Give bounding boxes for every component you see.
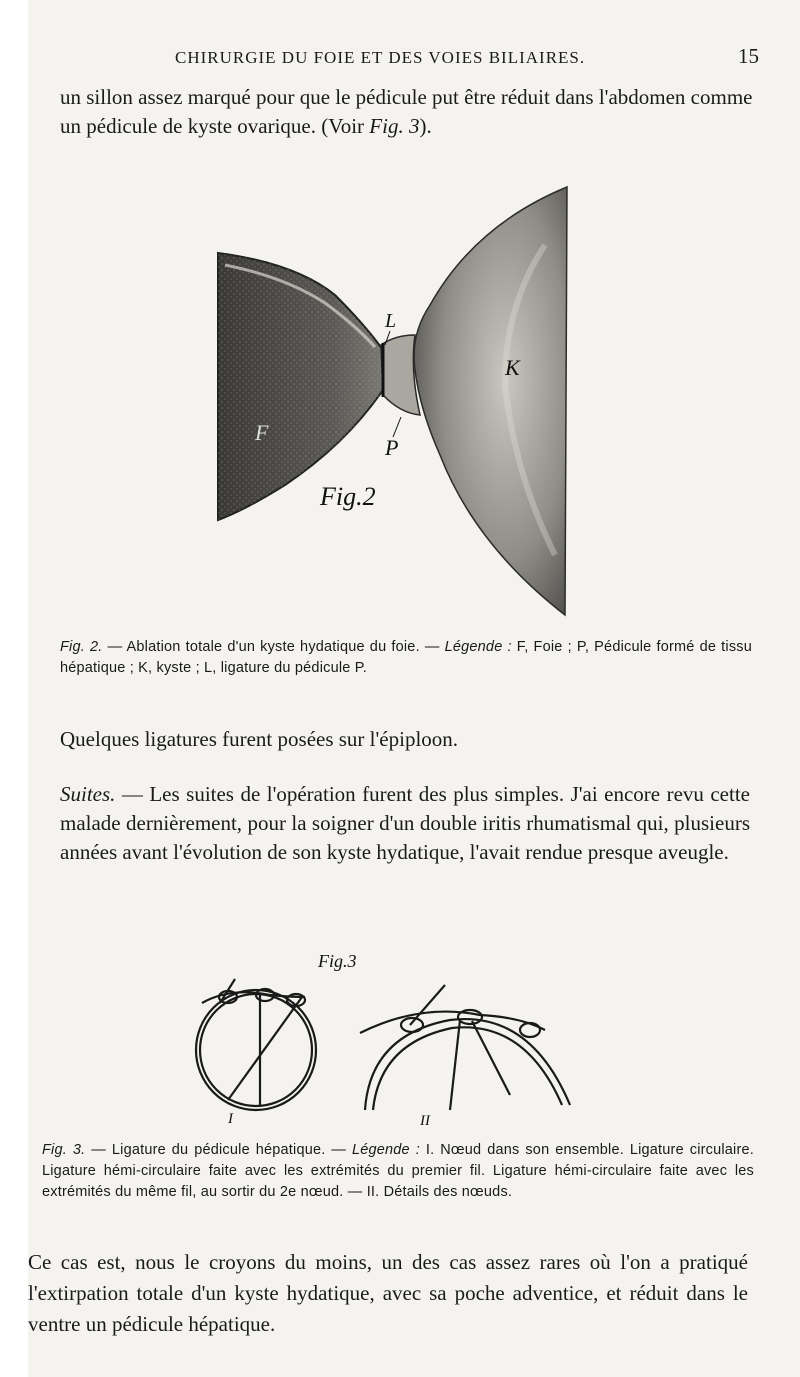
paragraph-text: un sillon assez marqué pour que le pédicule put être réduit dans l'abdomen comme un pédicule de kyste ovarique. (Voir (60, 85, 753, 138)
paragraph-text: — Les suites de l'opération furent des plus simples. J'ai encore revu cette malade dernièrement, pour la soigner d'un double iritis rhumatismal qui, plusieurs années avant l'évolution de son kyste hydatique, l'avait rendue presque aveugle. (60, 782, 750, 864)
running-title: CHIRURGIE DU FOIE ET DES VOIES BILIAIRES. (175, 48, 586, 67)
figure-2-letter-f: F (255, 420, 269, 445)
caption-legend-text: I. Nœud dans son ensemble. Ligature circulaire. Ligature hémi-circulaire faite avec les extrémités du premier fil. Ligature hémi-circulaire faite avec les extrémités du même fil, au sortir du 2e nœud. — II. Détails des nœuds. (42, 1142, 754, 1200)
figure-3-part-two (360, 985, 570, 1110)
paragraph-suites (60, 780, 750, 867)
caption-legend-text: F, Foie ; P, Pédicule formé de tissu hépatique ; K, kyste ; L, ligature du pédicule P. (60, 639, 752, 676)
caption-legend-label: Légende : (444, 639, 512, 655)
figure-3-part-one-label: I (228, 1111, 233, 1127)
figure-3-illustration (190, 945, 590, 1130)
caption-figure-number: Fig. 2. (60, 639, 103, 655)
scan-gutter (0, 0, 28, 1377)
figure-2-letter-p: P (385, 435, 399, 460)
figure-3-caption (42, 1140, 754, 1203)
page-number: 15 (738, 44, 759, 68)
figure-3-label: Fig.3 (318, 951, 357, 971)
figure-3-part-one (196, 979, 316, 1110)
caption-figure-number: Fig. 3. (42, 1142, 86, 1158)
figure-2-caption (60, 637, 752, 679)
figure-2-letter-l: L (385, 310, 397, 332)
figure-2-letter-k: K (505, 355, 520, 380)
figure-3-part-two-label: II (420, 1113, 430, 1129)
caption-text: — Ablation totale d'un kyste hydatique du foie. — (102, 639, 445, 655)
caption-text: — Ligature du pédicule hépatique. — (85, 1142, 352, 1158)
figure-reference: Fig. 3 (369, 114, 420, 138)
paragraph-pedicle-sillon (60, 83, 760, 141)
paragraph-epiploon: Quelques ligatures furent posées sur l'épiploon. (60, 727, 459, 751)
figure-2-illustration (215, 185, 575, 625)
paragraph-conclusion: Ce cas est, nous le croyons du moins, un des cas assez rares où l'on a pratiqué l'extirpation totale d'un kyste hydatique, avec sa poche adventice, et réduit dans le ventre un pédicule hépatique. (28, 1250, 748, 1336)
section-label-suites: Suites. (60, 782, 116, 806)
figure-2-label: Fig.2 (320, 482, 376, 511)
caption-legend-label: Légende : (351, 1142, 420, 1158)
paragraph-end: ). (419, 114, 432, 138)
